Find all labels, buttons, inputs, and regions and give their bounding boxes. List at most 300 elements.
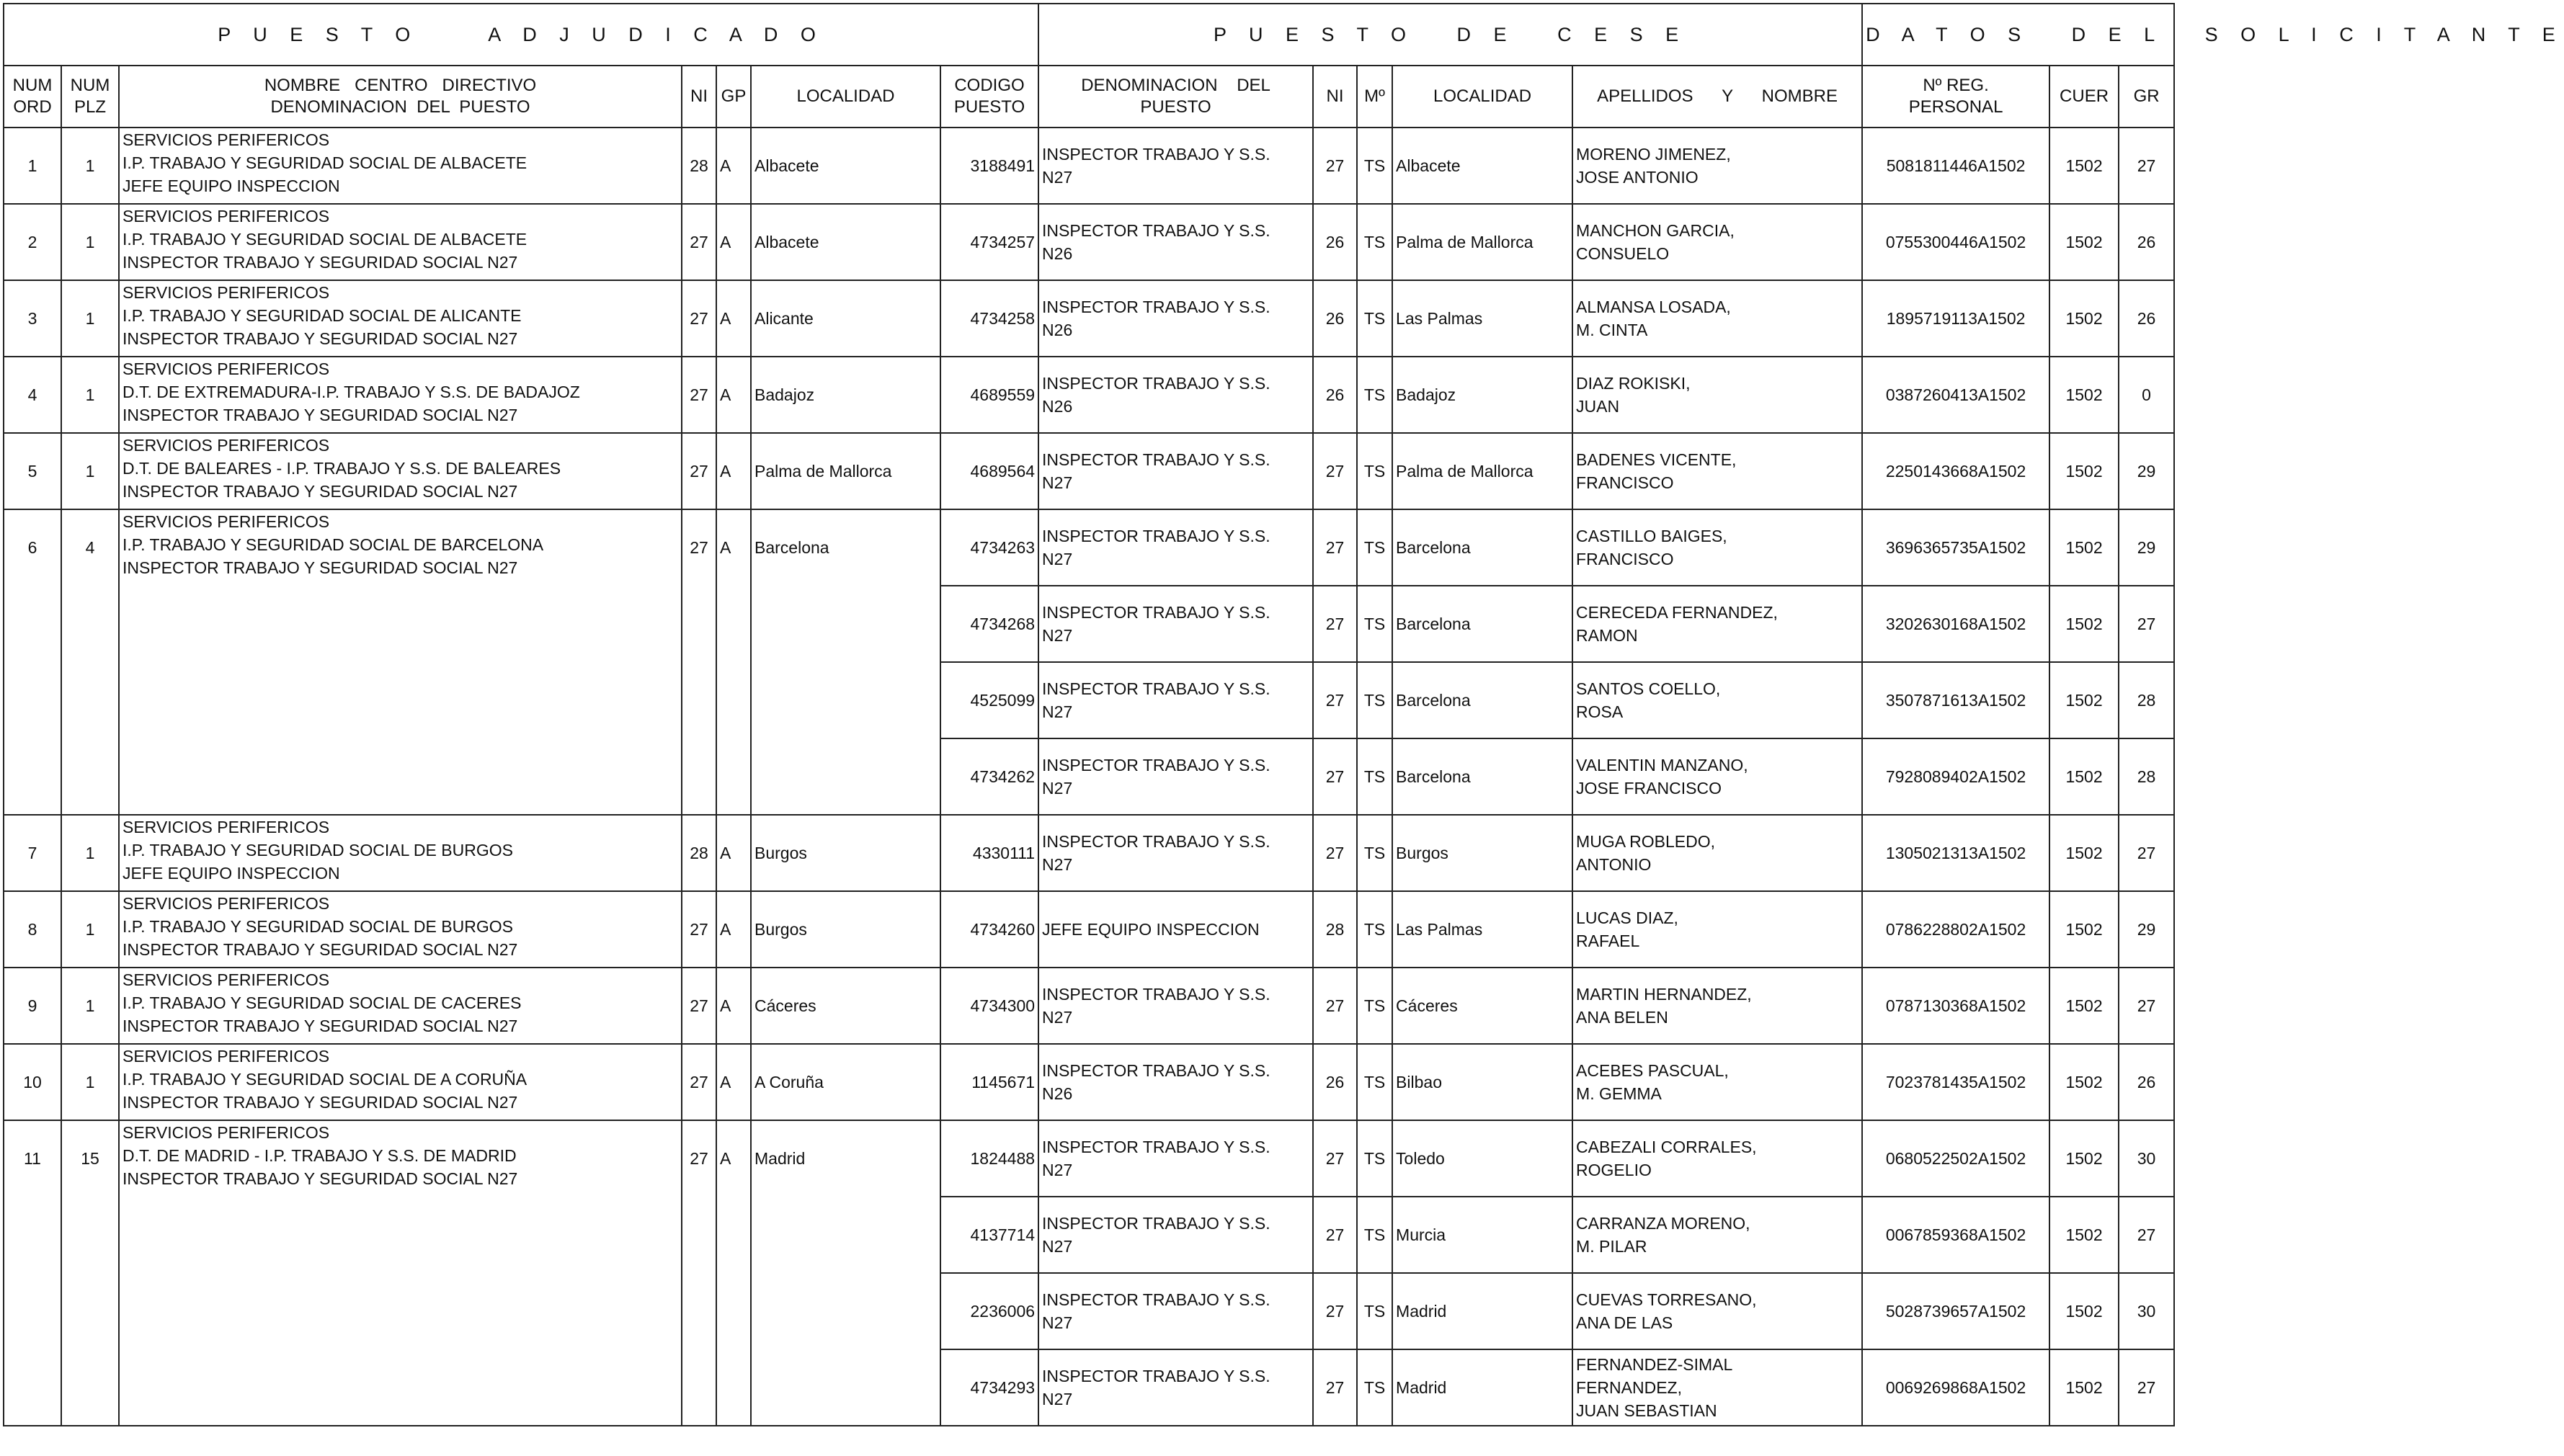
cell-ni-cese: [1313, 815, 1357, 891]
cell-gp-text: A: [720, 844, 731, 862]
cell-localidad-text: Albacete: [754, 156, 819, 175]
cell-centro: [119, 815, 682, 891]
cell-num-plz-text: 1: [85, 996, 95, 1015]
cell-num-plz-text: 1: [85, 385, 95, 404]
cell-cuer: [2049, 815, 2119, 891]
cell-ni-cese-text: 27: [1325, 1225, 1345, 1244]
cell-cuer-text: 1502: [2065, 385, 2103, 404]
cell-cuer: [2049, 738, 2119, 815]
cell-apellidos: [1572, 662, 1862, 738]
cell-apellidos-text: BADENES VICENTE, FRANCISCO: [1576, 450, 1737, 492]
cell-apellidos: [1572, 1120, 1862, 1197]
cell-gr: [2119, 662, 2174, 738]
cell-localidad: [751, 357, 940, 433]
cell-localidad-text: Burgos: [754, 844, 807, 862]
cell-min-text: TS: [1363, 1149, 1386, 1168]
cell-codigo-text: 4689564: [970, 462, 1036, 481]
cell-ni-cese-text: 26: [1325, 1073, 1345, 1091]
cell-min: [1357, 1044, 1392, 1120]
cell-codigo-text: 4734262: [970, 767, 1036, 786]
cell-loc-cese-text: Bilbao: [1396, 1073, 1442, 1091]
cell-apellidos: [1572, 433, 1862, 509]
cell-ni-text: 27: [690, 1073, 708, 1091]
cell-ni-cese-text: 26: [1325, 385, 1345, 404]
cell-cuer: [2049, 433, 2119, 509]
cell-cuer: [2049, 662, 2119, 738]
cell-gr-text: 27: [2137, 1378, 2156, 1397]
cell-codigo: [940, 815, 1038, 891]
cell-cuer-text: 1502: [2065, 767, 2103, 786]
cell-apellidos-text: ACEBES PASCUAL, M. GEMMA: [1576, 1061, 1729, 1103]
cell-num-ord: [4, 357, 61, 433]
cell-gr-text: 30: [2137, 1302, 2156, 1321]
cell-nreg-text: 0387260413A1502: [1885, 385, 2026, 404]
cell-min-text: TS: [1363, 1073, 1386, 1091]
cell-cuer: [2049, 1197, 2119, 1273]
cell-apellidos-text: MORENO JIMENEZ, JOSE ANTONIO: [1576, 145, 1731, 187]
cell-ni: [682, 968, 716, 1044]
group-header-adjudicado: P U E S T O A D J U D I C A D O: [4, 4, 1038, 66]
cell-cuer-text: 1502: [2065, 1073, 2103, 1091]
cell-apellidos: [1572, 128, 1862, 204]
cell-gr-text: 26: [2137, 309, 2156, 328]
table-row: [4, 968, 2174, 1044]
cell-localidad-text: Madrid: [754, 1149, 806, 1168]
cell-den-cese: [1038, 509, 1313, 586]
cell-den-cese: [1038, 204, 1313, 280]
cell-loc-cese-text: Barcelona: [1396, 538, 1471, 557]
group-header-row: [4, 4, 2174, 66]
cell-num-plz-text: 1: [85, 920, 95, 939]
cell-min: [1357, 815, 1392, 891]
cell-loc-cese-text: Palma de Mallorca: [1396, 233, 1533, 251]
cell-num-plz-text: 1: [85, 462, 95, 481]
cell-cuer: [2049, 968, 2119, 1044]
cell-loc-cese: [1392, 1197, 1572, 1273]
cell-loc-cese: [1392, 1349, 1572, 1426]
cell-ni-cese: [1313, 509, 1357, 586]
cell-centro: [119, 204, 682, 280]
cell-nreg-text: 0755300446A1502: [1885, 233, 2026, 251]
cell-centro: [119, 1120, 682, 1426]
cell-gp-text: A: [720, 233, 731, 251]
cell-apellidos-text: LUCAS DIAZ, RAFAEL: [1576, 908, 1678, 950]
cell-codigo-text: 4525099: [970, 691, 1036, 710]
cell-localidad-text: Badajoz: [754, 385, 815, 404]
cell-loc-cese: [1392, 738, 1572, 815]
cell-nreg: [1862, 1349, 2049, 1426]
cell-localidad: [751, 128, 940, 204]
cell-cuer-text: 1502: [2065, 844, 2103, 862]
header-codigo: CODIGO PUESTO: [940, 66, 1038, 128]
cell-codigo-text: 1824488: [970, 1149, 1036, 1168]
cell-gp: [716, 1044, 751, 1120]
cell-num-ord-text: 6: [27, 538, 37, 557]
cell-gr-text: 26: [2137, 1073, 2156, 1091]
cell-gp: [716, 891, 751, 968]
header-ni: NI: [682, 66, 716, 128]
cell-loc-cese-text: Barcelona: [1396, 767, 1471, 786]
cell-num-ord: [4, 968, 61, 1044]
cell-cuer: [2049, 509, 2119, 586]
cell-nreg: [1862, 738, 2049, 815]
cell-codigo: [940, 1273, 1038, 1349]
cell-num-plz-text: 1: [85, 1073, 95, 1091]
cell-gr: [2119, 433, 2174, 509]
cell-gr: [2119, 815, 2174, 891]
cell-gr: [2119, 1349, 2174, 1426]
cell-gp: [716, 509, 751, 815]
cell-apellidos-text: MARTIN HERNANDEZ, ANA BELEN: [1576, 985, 1752, 1027]
cell-loc-cese-text: Las Palmas: [1396, 309, 1483, 328]
cell-localidad-text: Burgos: [754, 920, 807, 939]
cell-ni-cese: [1313, 738, 1357, 815]
cell-den-cese: [1038, 1197, 1313, 1273]
cell-cuer-text: 1502: [2065, 462, 2103, 481]
cell-centro-text: SERVICIOS PERIFERICOS I.P. TRABAJO Y SEGURIDAD SOCIAL DE ALBACETE JEFE EQUIPO INSPECCION: [123, 130, 528, 195]
cell-codigo: [940, 738, 1038, 815]
cell-nreg-text: 1895719113A1502: [1886, 309, 2026, 328]
cell-centro: [119, 509, 682, 815]
cell-ni: [682, 357, 716, 433]
cell-min-text: TS: [1363, 1378, 1386, 1397]
cell-den-cese: [1038, 586, 1313, 662]
cell-nreg-text: 0067859368A1502: [1885, 1225, 2026, 1244]
cell-gp-text: A: [720, 462, 731, 481]
cell-centro-text: SERVICIOS PERIFERICOS I.P. TRABAJO Y SEGURIDAD SOCIAL DE ALBACETE INSPECTOR TRABAJO Y SEGURIDAD SOCIAL N27: [123, 207, 528, 272]
cell-min-text: TS: [1363, 920, 1386, 939]
cell-gr-text: 27: [2137, 996, 2156, 1015]
cell-loc-cese: [1392, 891, 1572, 968]
cell-den-cese-text: INSPECTOR TRABAJO Y S.S. N27: [1042, 1138, 1270, 1179]
cell-gr-text: 28: [2137, 691, 2156, 710]
cell-cuer: [2049, 128, 2119, 204]
cell-localidad-text: Alicante: [754, 309, 814, 328]
cell-apellidos: [1572, 891, 1862, 968]
cell-ni: [682, 204, 716, 280]
cell-loc-cese: [1392, 128, 1572, 204]
cell-ni-cese: [1313, 433, 1357, 509]
cell-nreg: [1862, 815, 2049, 891]
cell-ni-cese: [1313, 586, 1357, 662]
cell-loc-cese-text: Madrid: [1396, 1302, 1447, 1321]
cell-codigo: [940, 433, 1038, 509]
cell-min: [1357, 357, 1392, 433]
cell-ni-cese-text: 27: [1325, 1149, 1345, 1168]
cell-localidad-text: A Coruña: [754, 1073, 824, 1091]
cell-cuer: [2049, 1349, 2119, 1426]
table-row: [4, 433, 2174, 509]
cell-min: [1357, 1349, 1392, 1426]
cell-loc-cese-text: Murcia: [1396, 1225, 1446, 1244]
cell-gp-text: A: [720, 385, 731, 404]
cell-ni-cese-text: 27: [1325, 996, 1345, 1015]
header-apellidos: APELLIDOS Y NOMBRE: [1572, 66, 1862, 128]
cell-cuer-text: 1502: [2065, 615, 2103, 633]
cell-den-cese: [1038, 738, 1313, 815]
cell-min-text: TS: [1363, 1302, 1386, 1321]
cell-localidad: [751, 280, 940, 357]
cell-loc-cese: [1392, 1273, 1572, 1349]
cell-localidad: [751, 509, 940, 815]
cell-gr: [2119, 280, 2174, 357]
cell-num-ord: [4, 891, 61, 968]
cell-apellidos: [1572, 1197, 1862, 1273]
cell-cuer-text: 1502: [2065, 1149, 2103, 1168]
cell-num-plz: [61, 128, 119, 204]
cell-ni-cese: [1313, 1273, 1357, 1349]
cell-num-plz: [61, 204, 119, 280]
cell-localidad-text: Albacete: [754, 233, 819, 251]
cell-nreg: [1862, 128, 2049, 204]
cell-cuer-text: 1502: [2065, 1225, 2103, 1244]
cell-loc-cese-text: Badajoz: [1396, 385, 1456, 404]
cell-num-plz-text: 1: [85, 309, 95, 328]
cell-centro-text: SERVICIOS PERIFERICOS I.P. TRABAJO Y SEGURIDAD SOCIAL DE BURGOS INSPECTOR TRABAJO Y SEGURIDAD SOCIAL N27: [123, 894, 518, 959]
cell-den-cese-text: INSPECTOR TRABAJO Y S.S. N27: [1042, 1290, 1270, 1332]
cell-den-cese-text: INSPECTOR TRABAJO Y S.S. N27: [1042, 527, 1270, 568]
cell-loc-cese: [1392, 662, 1572, 738]
cell-min: [1357, 1197, 1392, 1273]
cell-min: [1357, 204, 1392, 280]
cell-loc-cese: [1392, 357, 1572, 433]
cell-loc-cese-text: Albacete: [1396, 156, 1461, 175]
header-centro: NOMBRE CENTRO DIRECTIVO DENOMINACION DEL PUESTO: [119, 66, 682, 128]
cell-codigo: [940, 662, 1038, 738]
cell-min-text: TS: [1363, 1225, 1386, 1244]
cell-codigo: [940, 1349, 1038, 1426]
cell-gr-text: 0: [2142, 385, 2151, 404]
cell-num-plz-text: 1: [85, 844, 95, 862]
cell-apellidos: [1572, 509, 1862, 586]
cell-gp: [716, 1120, 751, 1426]
cell-ni-cese: [1313, 1197, 1357, 1273]
cell-ni-text: 28: [690, 844, 708, 862]
cell-gp-text: A: [720, 156, 731, 175]
cell-codigo: [940, 509, 1038, 586]
cell-min-text: TS: [1363, 615, 1386, 633]
cell-centro-text: SERVICIOS PERIFERICOS I.P. TRABAJO Y SEGURIDAD SOCIAL DE ALICANTE INSPECTOR TRABAJO Y SEGURIDAD SOCIAL N27: [123, 283, 522, 348]
cell-apellidos-text: CABEZALI CORRALES, ROGELIO: [1576, 1138, 1757, 1179]
cell-gp: [716, 280, 751, 357]
cell-nreg-text: 7023781435A1502: [1885, 1073, 2026, 1091]
cell-cuer: [2049, 357, 2119, 433]
cell-localidad: [751, 1120, 940, 1426]
cell-loc-cese: [1392, 968, 1572, 1044]
cell-ni-cese-text: 27: [1325, 1302, 1345, 1321]
cell-nreg-text: 5081811446A1502: [1886, 156, 2026, 175]
cell-cuer-text: 1502: [2065, 691, 2103, 710]
cell-num-ord: [4, 204, 61, 280]
cell-ni-cese-text: 26: [1325, 309, 1345, 328]
cell-den-cese-text: INSPECTOR TRABAJO Y S.S. N27: [1042, 603, 1270, 645]
cell-ni: [682, 433, 716, 509]
cell-nreg-text: 3507871613A1502: [1885, 691, 2026, 710]
cell-num-ord-text: 7: [27, 844, 37, 862]
table-row: [4, 1120, 2174, 1197]
cell-gr: [2119, 891, 2174, 968]
cell-ni: [682, 128, 716, 204]
cell-ni-cese-text: 27: [1325, 1378, 1345, 1397]
cell-den-cese-text: INSPECTOR TRABAJO Y S.S. N27: [1042, 832, 1270, 874]
cell-ni-cese-text: 27: [1325, 615, 1345, 633]
cell-ni: [682, 1044, 716, 1120]
cell-nreg: [1862, 968, 2049, 1044]
cell-gr: [2119, 586, 2174, 662]
cell-codigo: [940, 204, 1038, 280]
cell-nreg-text: 2250143668A1502: [1885, 462, 2026, 481]
cell-den-cese-text: INSPECTOR TRABAJO Y S.S. N27: [1042, 679, 1270, 721]
cell-num-ord-text: 3: [27, 309, 37, 328]
cell-ni-cese: [1313, 1044, 1357, 1120]
cell-codigo: [940, 968, 1038, 1044]
cell-min: [1357, 433, 1392, 509]
cell-apellidos: [1572, 1273, 1862, 1349]
cell-ni-cese-text: 27: [1325, 156, 1345, 175]
cell-codigo-text: 4734257: [970, 233, 1036, 251]
cell-cuer: [2049, 1044, 2119, 1120]
cell-ni-text: 27: [690, 996, 708, 1015]
table-row: [4, 357, 2174, 433]
cell-cuer-text: 1502: [2065, 538, 2103, 557]
table-row: [4, 509, 2174, 586]
cell-gr: [2119, 357, 2174, 433]
cell-num-plz: [61, 968, 119, 1044]
cell-centro: [119, 357, 682, 433]
cell-apellidos: [1572, 1044, 1862, 1120]
cell-cuer-text: 1502: [2065, 233, 2103, 251]
cell-num-ord: [4, 1044, 61, 1120]
cell-min-text: TS: [1363, 462, 1386, 481]
cell-den-cese-text: INSPECTOR TRABAJO Y S.S. N26: [1042, 298, 1270, 339]
cell-localidad: [751, 968, 940, 1044]
cell-gp: [716, 433, 751, 509]
cell-codigo-text: 4734268: [970, 615, 1036, 633]
cell-nreg: [1862, 1120, 2049, 1197]
cell-apellidos: [1572, 1349, 1862, 1426]
cell-num-plz: [61, 891, 119, 968]
cell-ni-cese: [1313, 891, 1357, 968]
cell-gr: [2119, 1120, 2174, 1197]
cell-ni: [682, 509, 716, 815]
cell-apellidos-text: CASTILLO BAIGES, FRANCISCO: [1576, 527, 1727, 568]
cell-ni-cese: [1313, 662, 1357, 738]
cell-ni-text: 27: [690, 233, 708, 251]
cell-den-cese: [1038, 968, 1313, 1044]
cell-apellidos-text: ALMANSA LOSADA, M. CINTA: [1576, 298, 1731, 339]
cell-cuer-text: 1502: [2065, 1378, 2103, 1397]
cell-cuer-text: 1502: [2065, 309, 2103, 328]
cell-gr: [2119, 1044, 2174, 1120]
cell-den-cese: [1038, 433, 1313, 509]
cell-ni-text: 27: [690, 538, 708, 557]
cell-loc-cese-text: Las Palmas: [1396, 920, 1483, 939]
cell-num-plz: [61, 433, 119, 509]
cell-nreg: [1862, 891, 2049, 968]
cell-den-cese-text: JEFE EQUIPO INSPECCION: [1042, 920, 1260, 939]
cell-cuer-text: 1502: [2065, 996, 2103, 1015]
cell-localidad: [751, 1044, 940, 1120]
cell-den-cese-text: INSPECTOR TRABAJO Y S.S. N27: [1042, 1367, 1270, 1408]
cell-gp-text: A: [720, 920, 731, 939]
cell-nreg-text: 0680522502A1502: [1885, 1149, 2026, 1168]
header-gp: GP: [716, 66, 751, 128]
cell-centro-text: SERVICIOS PERIFERICOS I.P. TRABAJO Y SEGURIDAD SOCIAL DE BURGOS JEFE EQUIPO INSPECCION: [123, 818, 513, 883]
cell-min: [1357, 891, 1392, 968]
cell-gr-text: 30: [2137, 1149, 2156, 1168]
cell-apellidos: [1572, 280, 1862, 357]
cell-codigo-text: 4734263: [970, 538, 1036, 557]
cell-ni-text: 27: [690, 462, 708, 481]
cell-cuer: [2049, 586, 2119, 662]
cell-nreg: [1862, 1044, 2049, 1120]
cell-loc-cese: [1392, 586, 1572, 662]
cell-ni-cese: [1313, 204, 1357, 280]
cell-num-plz: [61, 509, 119, 815]
cell-ni-cese: [1313, 1120, 1357, 1197]
cell-nreg-text: 0786228802A1502: [1885, 920, 2026, 939]
cell-gp-text: A: [720, 309, 731, 328]
cell-nreg: [1862, 586, 2049, 662]
cell-num-ord-text: 2: [27, 233, 37, 251]
cell-gp-text: A: [720, 538, 731, 557]
cell-min: [1357, 738, 1392, 815]
cell-loc-cese: [1392, 509, 1572, 586]
cell-centro: [119, 891, 682, 968]
cell-loc-cese: [1392, 433, 1572, 509]
cell-codigo-text: 3188491: [970, 156, 1036, 175]
cell-gp: [716, 968, 751, 1044]
cell-codigo: [940, 357, 1038, 433]
cell-gr: [2119, 204, 2174, 280]
cell-nreg-text: 7928089402A1502: [1885, 767, 2026, 786]
cell-den-cese-text: INSPECTOR TRABAJO Y S.S. N26: [1042, 221, 1270, 263]
cell-ni-cese: [1313, 968, 1357, 1044]
cell-cuer: [2049, 204, 2119, 280]
cell-loc-cese-text: Madrid: [1396, 1378, 1447, 1397]
cell-num-ord-text: 11: [24, 1149, 41, 1168]
cell-gp-text: A: [720, 996, 731, 1015]
cell-num-ord-text: 10: [23, 1073, 42, 1091]
cell-nreg-text: 0069269868A1502: [1885, 1378, 2026, 1397]
cell-den-cese: [1038, 815, 1313, 891]
cell-ni-cese-text: 28: [1325, 920, 1345, 939]
cell-min: [1357, 586, 1392, 662]
cell-localidad-text: Cáceres: [754, 996, 816, 1015]
cell-min-text: TS: [1363, 691, 1386, 710]
cell-centro: [119, 1044, 682, 1120]
cell-gr-text: 26: [2137, 233, 2156, 251]
cell-num-ord-text: 9: [27, 996, 37, 1015]
cell-loc-cese-text: Palma de Mallorca: [1396, 462, 1533, 481]
cell-num-plz: [61, 815, 119, 891]
cell-ni-cese: [1313, 1349, 1357, 1426]
cell-cuer: [2049, 1273, 2119, 1349]
cell-ni: [682, 891, 716, 968]
cell-den-cese: [1038, 357, 1313, 433]
cell-centro-text: SERVICIOS PERIFERICOS D.T. DE EXTREMADURA-I.P. TRABAJO Y S.S. DE BADAJOZ INSPECTOR TRABAJO Y SEGURIDAD SOCIAL N27: [123, 359, 580, 424]
cell-ni-cese: [1313, 128, 1357, 204]
header-localidad: LOCALIDAD: [751, 66, 940, 128]
table-body: [4, 128, 2174, 1426]
cell-cuer: [2049, 1120, 2119, 1197]
cell-gr: [2119, 1273, 2174, 1349]
cell-codigo: [940, 128, 1038, 204]
cell-loc-cese-text: Barcelona: [1396, 691, 1471, 710]
cell-num-plz-text: 1: [85, 233, 95, 251]
table-row: [4, 1044, 2174, 1120]
cell-nreg-text: 3696365735A1502: [1885, 538, 2026, 557]
